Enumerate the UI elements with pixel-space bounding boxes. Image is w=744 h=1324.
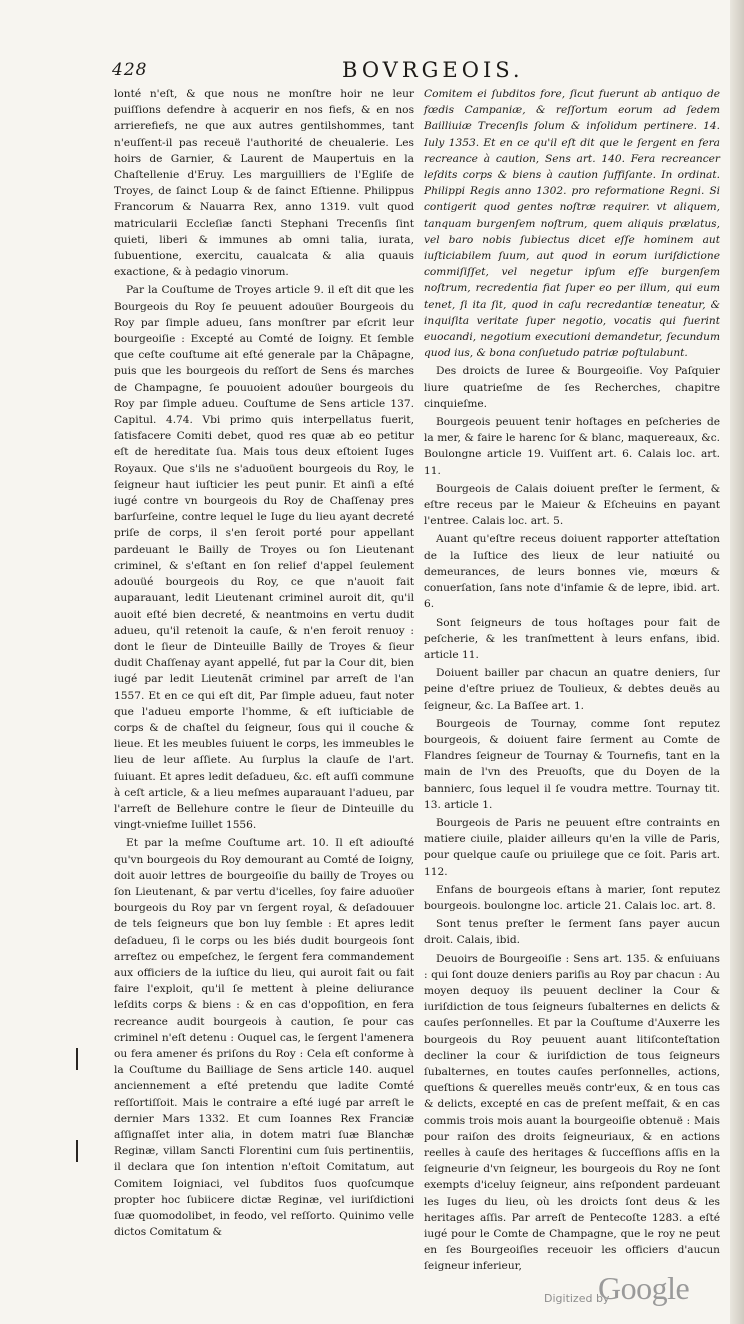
left-column [114,86,414,1258]
paragraph: Bourgeois peuuent tenir hoſtages en peſcheries de la mer, & faire le harenc ſor & blanc, maquereaux, &c. Boulongne article 19. Vuiſſent art. 6. Calais loc. art. 11. [424,416,720,477]
paragraph: Sont tenus preſter le ſerment ſans payer aucun droit. Calais, ibid. [424,918,720,947]
paragraph: Doiuent bailler par chacun an quatre deniers, ſur peine d'eſtre priuez de Toulieux, & debtes deuës au ſeigneur, &c. La Baſſee art. 1. [424,667,720,712]
paragraph: Comitem ei ſubditos fore, ſicut fuerunt ab antiquo de fœdis Campaniæ, & reſſortum eorum ad ſedem Bailliuiæ Trecenſis ſolum & inſolidum pertinere. 14. Iuly 1353. Et en ce qu'il eſt dit que le ſergent en fera recreance à caution, Sens art. 140. Fera recreancer leſdits corps & biens à caution ſuffiſante. In ordinat. Philippi Regis anno 1302. pro reformatione Regni. Si contigerit quod gentes noſtræ requirer. vt aliquem, tanquam burgenſem noſtrum, quem aliquis prælatus, vel baro nobis ſubiectus dicet eſſe hominem aut iuſticiabilem ſuum, aut quod in eorum iuriſdictione commiſiſſet, vel negetur ipſum eſſe burgenſem noſtrum, recredentia fiat ſuper eo per illum, qui eum tenet, ſi ita ſit, quod in caſu recredantiæ teneatur, & inquiſita veritate ſuper negotio, vocatis qui fuerint euocandi, negotium executioni demandetur, ſecundum quod ius, & bona conſuetudo patriæ poſtulabunt. [424,88,720,360]
paragraph: Et par la meſme Couſtume art. 10. Il eſt adiouſté qu'vn bourgeois du Roy demourant au Comté de Ioigny, doit auoir lettres de bourgeoiſie du bailly de Troyes ou ſon Lieutenant, & par vertu d'icelles, ſoy faire aduoüer bourgeois du Roy par vn ſergent royal, & deſadouuer de tels ſeigneurs que bon luy ſemble : Et apres ledit deſadueu, ſi le corps ou les biés dudit bourgeois ſont arreſtez ou empeſchez, le ſergent fera commandement aux officiers de la iuſtice du lieu, qui auroit fait ou fait faire l'exploit, qu'il ſe mettent à pleine deliurance leſdits corps & biens : & en cas d'oppoſition, en fera recreance audit bourgeois à caution, ſe pour cas criminel n'eſt detenu : Ouquel cas, le ſergent l'amenera ou fera amener és priſons du Roy : Cela eſt conforme à la Couſtume du Bailliage de Sens article 140. auquel anciennement a eſté pretendu que ladite Comté reſſortiſſoit. Mais le contraire a eſté iugé par arreſt le dernier Mars 1332. Et cum Ioannes Rex Franciæ aſſignaſſet inter alia, in dotem matri ſuæ Blanchæ Reginæ, villam Sancti Florentini cum ſuis pertinentiis, il declara que ſon intention n'eſtoit Comitatum, aut Comitem Ioigniaci, vel ſubditos ſuos quoſcumque propter hoc ſubiicere dictæ Reginæ, vel iuriſdictioni ſuæ quomodolibet, in feodo, vel reſſorto. Quinimo velle dictos Comitatum & [114,837,414,1239]
paragraph: Sont ſeigneurs de tous hoſtages pour fait de peſcherie, & les tranſmettent à leurs enfans, ibid. article 11. [424,616,720,661]
paragraph: Auant qu'eſtre receus doiuent rapporter atteſtation de la Iuſtice des lieux de leur natiuité ou demeurances, de leurs bonnes vie, mœurs & conuerſation, ſans note d'infamie & de lepre, ibid. art. 6. [424,533,720,611]
right-column [424,86,720,1273]
page-title: BOVRGEOIS. [342,58,524,82]
paragraph: Enfans de bourgeois eſtans à marier, ſont reputez bourgeois. boulongne loc. article 21. Calais loc. art. 8. [424,883,720,912]
google-logo: Google [598,1270,690,1306]
margin-mark [76,1048,78,1070]
watermark-prefix: Digitized by [544,1292,610,1305]
running-head [112,58,712,88]
paragraph: Deuoirs de Bourgeoiſie : Sens art. 135. & enſuiuans : qui ſont douze deniers pariſis au Roy par chacun : Au moyen dequoy ils peuuent decliner la Cour & iuriſdiction de tous ſeigneurs ſubalternes en delicts & cauſes perſonnelles. Et par la Couſtume d'Auxerre les bourgeois du Roy peuuent auant litiſconteſtation decliner la cour & iuriſdiction de tous ſeigneurs ſubalternes, en toutes cauſes perſonnelles, actions, queſtions & querelles meuës contr'eux, & en tous cas & delicts, excepté en cas de preſent meſfait, & en cas commis trois mois auant la bourgeoiſie obtenuë : Mais pour raiſon des droits ſeigneuriaux, & en actions reelles à cauſe des heritages & ſucceſſions aſſis en la ſeigneurie d'vn ſeigneur, les bourgeois du Roy ne ſont exempts d'iceluy ſeigneur, ains reſpondent pardeuant les Iuges du lieu, où les droicts ſont deus & les heritages aſſis. Par arreſt de Pentecoſte 1283. a eſté iugé pour le Comte de Champagne, que le roy ne peut en ſes Bourgeoiſies receuoir les officiers d'aucun ſeigneur inferieur, [424,952,720,1273]
paragraph: Des droicts de Iuree & Bourgeoiſie. Voy Paſquier liure quatrieſme de ſes Recherches, chapitre cinquieſme. [424,365,720,410]
page-edge [730,0,744,1324]
paragraph: Bourgeois de Tournay, comme ſont reputez bourgeois, & doiuent faire ſerment au Comte de Flandres ſeigneur de Tournay & Tournefis, tant en la main de l'vn des Preuoſts, que du Doyen de la bannierc, ſous lequel il ſe voudra mettre. Tournay tit. 13. article 1. [424,717,720,811]
paragraph: Bourgeois de Calais doiuent preſter le ſerment, & eſtre receus par le Maieur & Eſcheuins en payant l'entree. Calais loc. art. 5. [424,482,720,528]
paragraph: lonté n'eſt, & que nous ne monſtre hoir ne leur puiſſions defendre à acquerir en nos fiefs, & en nos arrierefiefs, ne que aux autres gentilshommes, tant n'euſſent-il pas receuë l'authorité de cheualerie. Les hoirs de Garnier, & Laurent de Maupertuis en la Chaſtellenie d'Eruy. Les marguilliers de l'Egliſe de Troyes, de ſainct Loup & de ſainct Eſtienne. Philippus Francorum & Nauarra Rex, anno 1319. vult quod matricularii Eccleſiæ ſancti Stephani Trecenſis ſint quieti, liberi & immunes ab omni talia, iurata, ſubuentione, exercitu, caualcata & alia quauis exactione, & à pedagio vinorum. [114,88,414,279]
digitized-by-google-watermark [544,1270,724,1310]
margin-mark [76,1140,78,1162]
page-number: 428 [112,60,148,80]
paragraph: Par la Couſtume de Troyes article 9. il eſt dit que les Bourgeois du Roy ſe peuuent adouüer Bourgeois du Roy par ſimple adueu, ſans monſtrer par eſcrit leur bourgeoiſie : Excepté au Comté de Ioigny. Et ſemble que ceſte couſtume ait eſté generale par la Chãpagne, puis que les bourgeois du reſſort de Sens és marches de Champagne, ſe pouuoient adouüer bourgeois du Roy par ſimple adueu. Couſtume de Sens article 137. Capitul. 4.74. Vbi primo quis interpellatus fuerit, ſatisfacere Comiti debet, quod res quæ ab eo petitur eſt de hereditate ſua. Mais tous deux eſtoient Iuges Royaux. Que s'ils ne s'aduoüent bourgeois du Roy, le ſeigneur haut iuſticier les peut punir. Et ainſi a eſté iugé contre vn bourgeois du Roy de Chaſſenay pres barſurſeine, contre lequel le Iuge du lieu ayant decreté priſe de corps, il s'en ſeroit porté pour appellant pardeuant le Bailly de Troyes ou ſon Lieutenant criminel, & s'eſtant en ſon relief d'appel ſeulement adouüé bourgeois du Roy, ce que n'auoit fait auparauant, ledit Lieutenant criminel auroit dit, qu'il auoit eſté bien decreté, & neantmoins en vertu dudit adueu, qu'il retenoit la cauſe, & n'en feroit renuoy : dont le ſieur de Dinteuille Bailly de Troyes & ſieur dudit Chaſſenay ayant appellé, fut par la Cour dit, bien iugé par ledit Lieutenãt criminel par arreſt de l'an 1557. Et en ce qui eſt dit, Par ſimple adueu, faut noter que l'adueu emporte l'homme, & eſt iuſticiable de corps & de chaſtel du ſeigneur, ſous qui il couche & lieue. Et les meubles ſuiuent le corps, les immeubles le lieu de leur aſſiete. Au ſurplus la clauſe de l'art. ſuiuant. Et apres ledit deſadueu, &c. eſt auſſi commune à ceſt article, & a lieu meſmes auparauant l'adueu, par l'arreſt de Bellehure contre le ſieur de Dinteuille du vingt-vnieſme Iuillet 1556. [114,284,414,832]
paragraph: Bourgeois de Paris ne peuuent eſtre contraints en matiere ciuile, plaider ailleurs qu'en la ville de Paris, pour quelque cauſe ou priuilege que ce ſoit. Paris art. 112. [424,816,720,878]
